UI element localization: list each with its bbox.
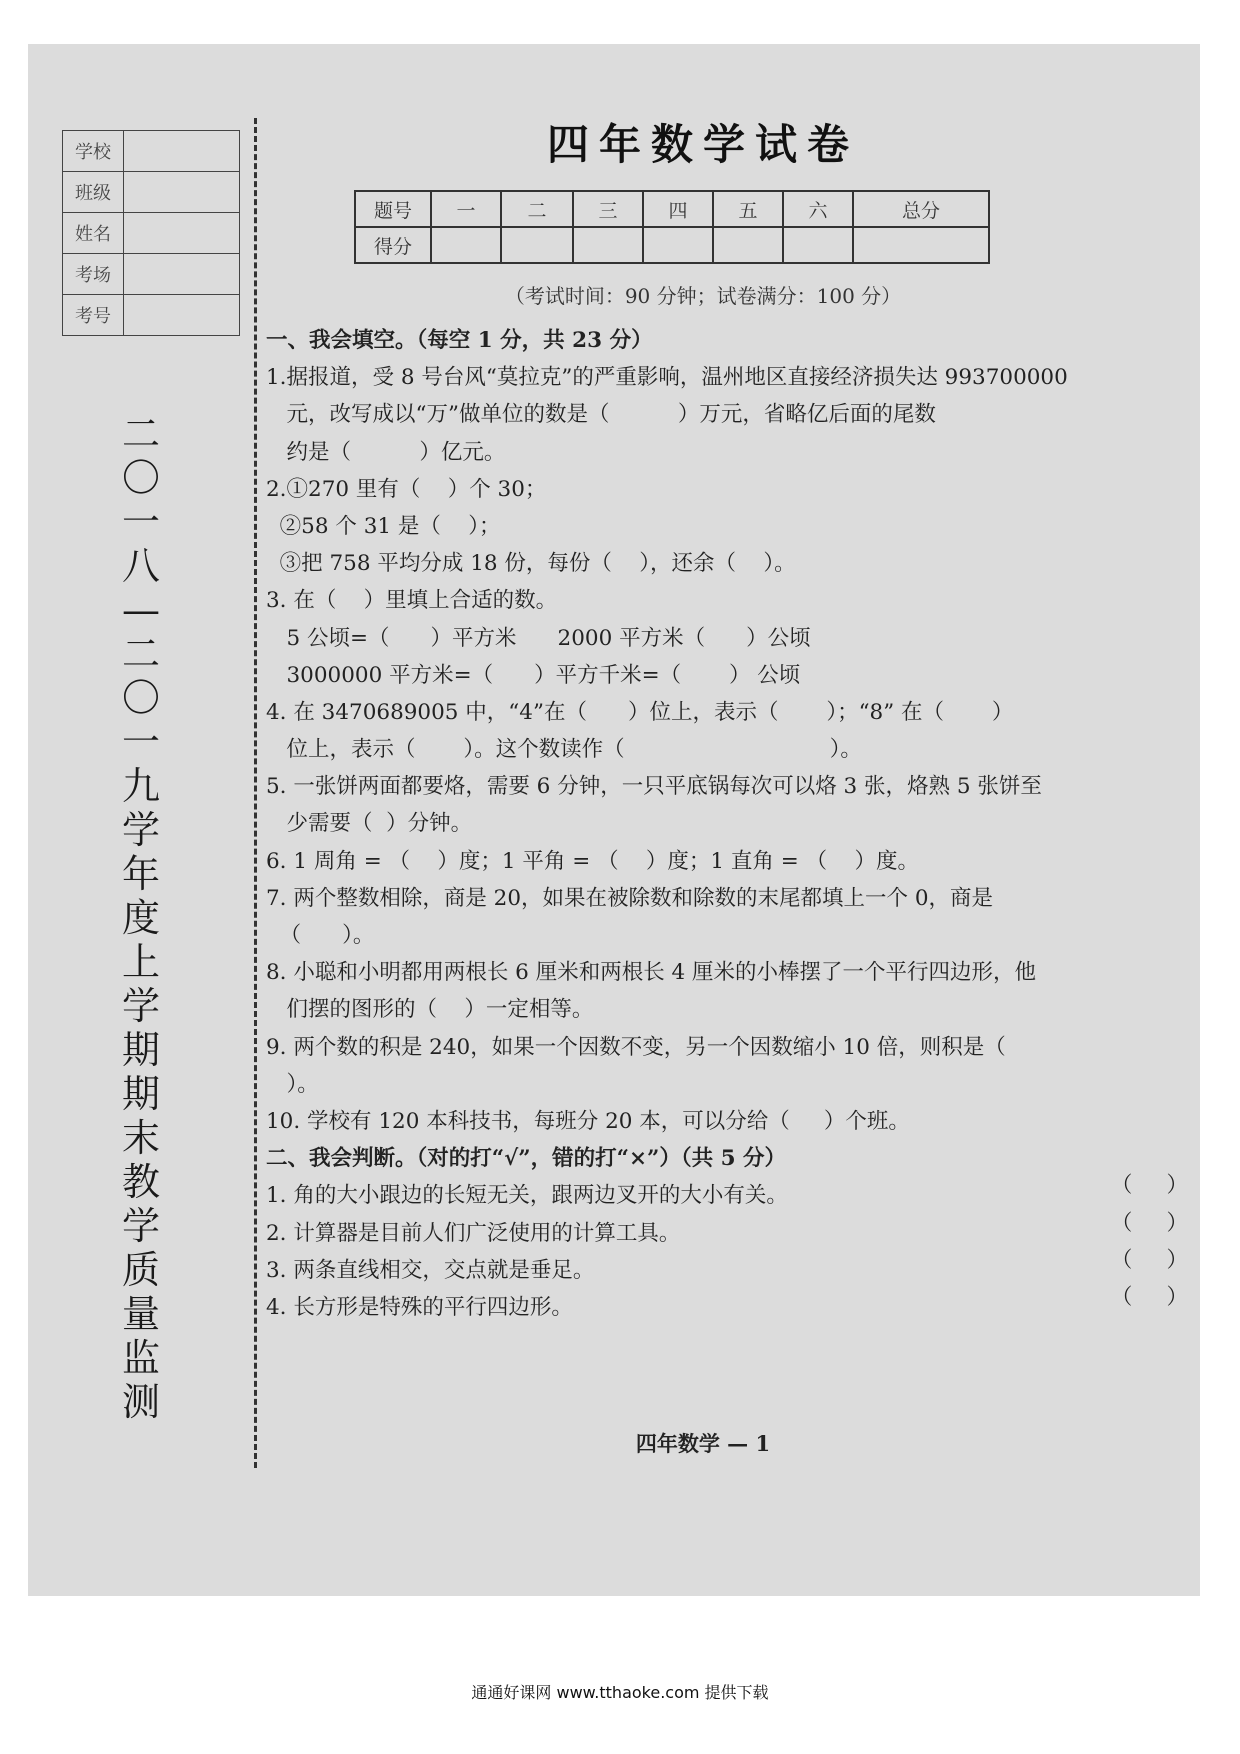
line-text: 5 公顷=（ ）平方米 2000 平方米（ ）公顷 [266, 625, 811, 651]
line-text: 4. 长方形是特殊的平行四边形。 [266, 1294, 573, 1320]
line-text: 5. 一张饼两面都要烙，需要 6 分钟，一只平底锅每次可以烙 3 张，烙熟 5 张饼至 [266, 774, 1042, 800]
question-line [266, 731, 1188, 768]
question-line [266, 471, 1188, 508]
question-line [266, 1066, 1188, 1103]
info-label: 学校 [63, 131, 124, 172]
question-line [266, 1103, 1188, 1140]
score-header: 三 [573, 191, 643, 227]
line-text: 约是（ ）亿元。 [266, 439, 506, 465]
question-line [266, 917, 1188, 954]
student-info-table [62, 130, 240, 336]
score-header: 题号 [355, 191, 431, 227]
question-line [266, 1173, 1188, 1214]
info-label: 考号 [63, 295, 124, 336]
score-cell [501, 227, 573, 263]
section-heading [266, 322, 1188, 359]
question-line [266, 620, 1188, 657]
line-text: 9. 两个数的积是 240，如果一个因数不变，另一个因数缩小 10 倍，则积是（ [266, 1034, 1006, 1060]
exam-time-note: （考试时间：90 分钟；试卷满分：100 分） [504, 284, 902, 308]
line-text: 8. 小聪和小明都用两根长 6 厘米和两根长 4 厘米的小棒摆了一个平行四边形，他 [266, 960, 1037, 986]
questions [266, 322, 1188, 1326]
info-label: 班级 [63, 172, 124, 213]
line-text: 1. 角的大小跟边的长短无关，跟两边叉开的大小有关。 [266, 1183, 788, 1209]
score-cell [713, 227, 783, 263]
line-text: （ ）。 [266, 923, 375, 948]
question-line [266, 582, 1188, 619]
section-heading [266, 1140, 1188, 1177]
score-cell [573, 227, 643, 263]
line-text: 10. 学校有 120 本科技书，每班分 20 本，可以分给（ ）个班。 [266, 1108, 910, 1134]
line-text: 少需要（ ）分钟。 [266, 811, 473, 837]
line-text: 一、我会填空。（每空 1 分，共 23 分） [266, 328, 653, 353]
score-table [354, 190, 990, 264]
score-header: 总分 [853, 191, 989, 227]
page-title: 四年数学试卷 [546, 120, 859, 169]
line-text: 二、我会判断。（对的打“√”，错的打“×”）（共 5 分） [266, 1146, 787, 1172]
line-text: 4. 在 3470689005 中，“4”在（ ）位上，表示（ ）；“8” 在（ ） [266, 699, 1014, 725]
question-line [266, 545, 1188, 582]
download-watermark: 通通好课网 www.tthaoke.com 提供下载 [471, 1683, 769, 1702]
line-text: 1.据报道，受 8 号台风“莫拉克”的严重影响，温州地区直接经济损失达 993700000 [266, 365, 1068, 391]
question-line [266, 768, 1188, 805]
line-text: 元，改写成以“万”做单位的数是（ ）万元，省略亿后面的尾数 [266, 402, 936, 428]
score-cell [643, 227, 713, 263]
line-text: 位上，表示（ ）。这个数读作（ ）。 [266, 737, 862, 763]
answer-bracket: （ ） [1110, 1173, 1188, 1199]
info-field [124, 254, 240, 295]
score-cell [783, 227, 853, 263]
score-cell [431, 227, 501, 263]
info-label: 姓名 [63, 213, 124, 254]
score-header: 五 [713, 191, 783, 227]
line-text: 3. 两条直线相交，交点就是垂足。 [266, 1257, 595, 1283]
line-text: ③把 758 平均分成 18 份，每份（ ），还余（ ）。 [266, 551, 796, 577]
line-text: ②58 个 31 是（ ）； [266, 513, 501, 539]
question-line [266, 805, 1188, 842]
exam-photo [28, 44, 1200, 1596]
question-line [266, 1247, 1188, 1289]
question-line [266, 694, 1188, 731]
score-header: 一 [431, 191, 501, 227]
line-text: 7. 两个整数相除，商是 20，如果在被除数和除数的末尾都填上一个 0，商是 [266, 885, 994, 911]
line-text: 2. 计算器是目前人们广泛使用的计算工具。 [266, 1220, 681, 1246]
score-cell [853, 227, 989, 263]
binding-dashed-line [254, 118, 257, 1468]
vertical-exam-title: 二〇一八—二〇一九学年度上学期期末教学质量监测 [121, 412, 160, 1424]
line-text: ）。 [266, 1071, 319, 1097]
line-text: 们摆的图形的（ ）一定相等。 [266, 997, 594, 1023]
answer-bracket: （ ） [1110, 1210, 1188, 1236]
page-footer: 四年数学 — 1 [635, 1431, 771, 1456]
score-row-label: 得分 [355, 227, 431, 263]
question-line [266, 434, 1188, 471]
answer-bracket: （ ） [1110, 1284, 1188, 1310]
info-field [124, 131, 240, 172]
info-field [124, 213, 240, 254]
info-field [124, 295, 240, 336]
question-line [266, 880, 1188, 917]
question-line [266, 1210, 1188, 1252]
question-line [266, 359, 1188, 396]
info-label: 考场 [63, 254, 124, 295]
line-text: 3000000 平方米=（ ）平方千米=（ ） 公顷 [266, 662, 801, 688]
line-text: 3. 在（ ）里填上合适的数。 [266, 588, 558, 614]
line-text: 2.①270 里有（ ）个 30； [266, 476, 547, 502]
question-line [266, 843, 1188, 880]
question-line [266, 1029, 1188, 1066]
score-header: 四 [643, 191, 713, 227]
question-line [266, 508, 1188, 545]
line-text: 6. 1 周角 = （ ）度；1 平角 = （ ）度；1 直角 = （ ）度。 [266, 848, 919, 874]
score-header: 六 [783, 191, 853, 227]
answer-bracket: （ ） [1110, 1247, 1188, 1273]
question-line [266, 1284, 1188, 1326]
question-line [266, 657, 1188, 694]
question-line [266, 396, 1188, 433]
score-header: 二 [501, 191, 573, 227]
info-field [124, 172, 240, 213]
question-line [266, 954, 1188, 991]
question-line [266, 991, 1188, 1028]
